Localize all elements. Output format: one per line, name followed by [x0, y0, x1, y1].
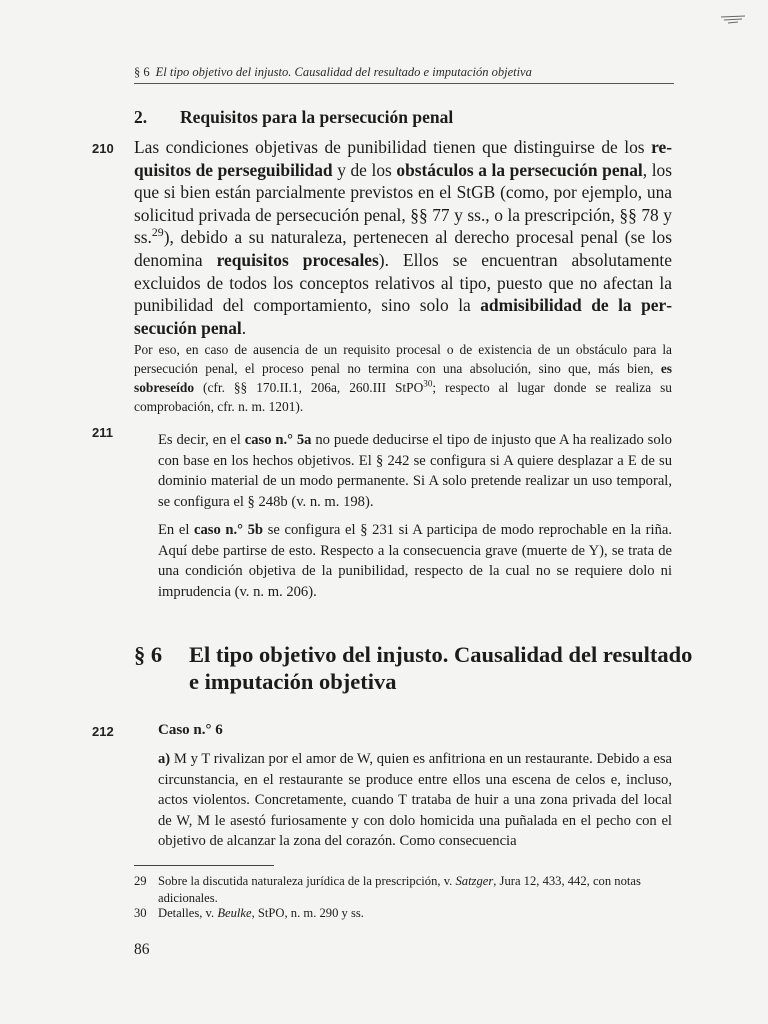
footnote-ref-30: 30	[423, 378, 433, 389]
subsection-title: Requisitos para la persecución penal	[180, 107, 454, 127]
paragraph-210-small-print: Por eso, en caso de ausencia de un requisito procesal o de existencia de un obstáculo para la persecución penal, el proceso penal no termina con una absolución, sino que, más bien, es sobreseído (cfr. §§ 170.II.1, 206a, 260.III StPO$^{30}$; respecto al lugar donde se realiza su comprobación, cfr. n. m. 1201).	[134, 342, 673, 414]
running-header-section: § 6	[134, 65, 150, 79]
footnote-number: 30	[134, 906, 147, 920]
case-6-title: Caso n.° 6	[158, 722, 223, 738]
running-header-title: El tipo objetivo del injusto. Causalidad del resultado e imputación objetiva	[155, 65, 532, 79]
footnote-29: 29 Sobre la discutida naturaleza jurídica de la prescripción, v. Satzger, Jura 12, 433, 442, con notas adicionales.	[134, 874, 641, 905]
case-6-text: a) M y T rivalizan por el amor de W, quien es anfitriona en un restaurante. Debido a esa circunstancia, en el restaurante se produce entre ellos una escena de celos e, incluso, actos violentos. Concretamente, cuando T trataba de huir a una zona privada del local de W, M le asestó furiosamente y con dolo homicida una puñalada en el pecho con el objetivo de alcanzar la zona del corazón. Como consecuencia	[158, 751, 672, 849]
subsection-number: 2.	[134, 107, 148, 127]
footnote-rule	[134, 865, 274, 866]
margin-number-210: 210	[92, 141, 114, 156]
running-header	[134, 65, 674, 84]
case-6-label: a)	[158, 751, 171, 767]
page-number: 86	[134, 941, 150, 958]
margin-number-211: 211	[92, 425, 113, 440]
case-solution-211	[158, 430, 672, 602]
subsection-heading	[134, 107, 453, 128]
margin-number-212: 212	[92, 724, 114, 739]
footnote-number: 29	[134, 874, 147, 888]
case-5b-paragraph: En el caso n.° 5b se configura el § 231 si A participa de modo reprochable en la riña. Aquí debe partirse de esto. Respecto a la consecuencia grave (muerte de Y), se trata de una condición objetiva de la punibilidad, respecto de la cual no se requiere dolo ni imprudencia (v. n. m. 206).	[158, 522, 672, 600]
section-title: El tipo objetivo del injusto. Causalidad del resultado e imputación objetiva	[189, 642, 693, 694]
corner-scan-mark	[720, 14, 746, 28]
footnote-30: 30 Detalles, v. Beulke, StPO, n. m. 290 y ss.	[134, 906, 364, 920]
paragraph-210: Las condiciones objetivas de punibilidad tienen que distinguirse de los requisitos de perseguibilidad y de los obstáculos a la persecución penal, los que si bien están parcialmente previstos en el StGB (como, por ejemplo, una solicitud privada de persecución penal, §§ 77 y ss., o la prescripción, §§ 78 y ss.$^{29}$), debido a su naturaleza, pertenecen al derecho procesal penal (se los denomina requisitos procesales). Ellos se encuentran absolutamente excluidos de todos los conceptos relativos al tipo, puesto que no afectan la punibilidad del comportamiento, sino solo la admisibilidad de la persecución penal.	[134, 137, 673, 338]
case-5a-paragraph: Es decir, en el caso n.° 5a no puede deducirse el tipo de injusto que A ha realizado solo con base en los hechos objetivos. El § 242 se configura si A quiere desplazar a E de su dominio material de un modo permanente. Si A solo pretende realizar un uso temporal, se configura el § 248b (v. n. m. 198).	[158, 432, 672, 510]
section-heading	[134, 641, 694, 695]
footnote-ref-29: 29	[151, 225, 164, 240]
section-number: § 6	[134, 642, 163, 667]
